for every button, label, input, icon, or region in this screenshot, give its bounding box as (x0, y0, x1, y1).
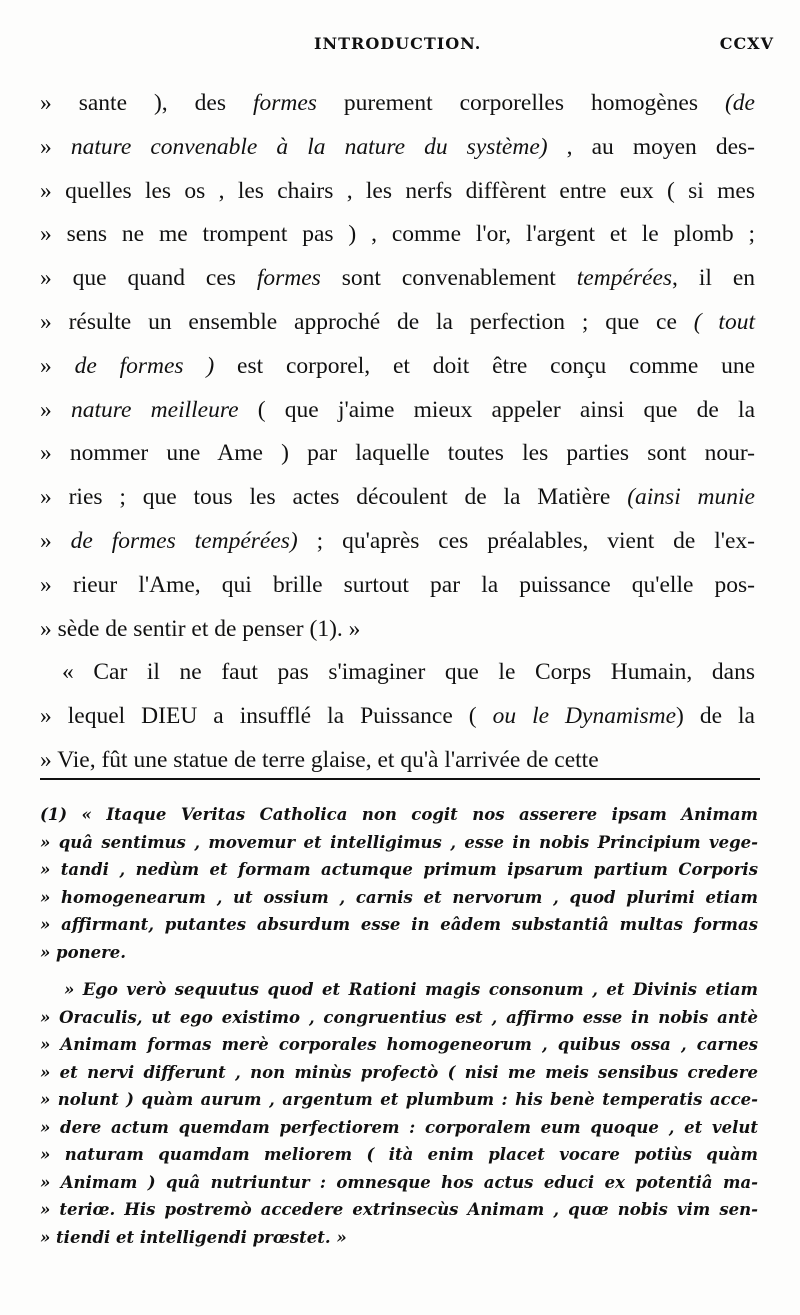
text-line (40, 739, 755, 783)
footnote-line: » teriœ. His postremò accedere extrinsecùs Animam , quœ nobis vim sen- (40, 1200, 758, 1219)
footnote-line: » quâ sentimus , movemur et intelligimus , esse in nobis Principium vege- (40, 832, 758, 852)
text-line (40, 301, 755, 345)
text-segment: » ries ; que tous les actes découlent de la Matière (40, 484, 628, 511)
footnote-line: » dere actum quemdam perfectiorem : corporalem eum quoque , et velut (40, 1117, 758, 1137)
italic-segment: nature meilleure (70, 396, 239, 423)
text-line (40, 213, 755, 257)
italic-segment: formes (256, 265, 321, 292)
text-segment: » (40, 133, 71, 160)
text-segment: ) de la (676, 703, 755, 730)
text-line (40, 345, 755, 389)
text-segment: » sante ), des (40, 90, 253, 116)
text-segment: » que quand ces (40, 265, 257, 292)
text-segment: » rieur l'Ame, qui brille surtout par la puissance qu'elle pos- (40, 571, 755, 598)
italic-segment: de formes ) (74, 352, 215, 379)
italic-segment: ( tout (693, 308, 755, 335)
paragraph-gap (40, 966, 758, 976)
footnote-line: » tiendi et intelligendi prœstet. » (40, 1227, 347, 1247)
text-segment: » quelles les os , les chairs , les nerfs diffèrent entre eux ( si mes (40, 177, 755, 204)
footnote-line: » affirmant, putantes absurdum esse in eâdem substantiâ multas formas (40, 915, 758, 934)
footnote-line: » nolunt ) quàm aurum , argentum et plumbum : his benè temperatis acce- (40, 1090, 758, 1109)
italic-segment: nature convenable à la nature du système) (70, 133, 548, 160)
footnote-separator-rule (40, 778, 760, 780)
italic-segment: (ainsi munie (627, 484, 755, 511)
text-segment: ; qu'après ces préalables, vient de l'ex- (297, 527, 756, 554)
text-segment: » (40, 527, 71, 554)
text-line (40, 564, 755, 608)
text-segment: » (40, 352, 75, 379)
footnote-line: » Ego verò sequutus quod et Rationi magis consonum , et Divinis etiam (64, 980, 758, 999)
text-line (40, 170, 755, 214)
page-number: CCXV (719, 34, 774, 53)
footnote-line: » Oraculis, ut ego existimo , congruentius est , affirmo esse in nobis antè (40, 1007, 758, 1027)
text-segment: » lequel DIEU a insufflé la Puissance ( (40, 703, 493, 730)
text-line (40, 476, 755, 520)
text-segment: « Car il ne faut pas s'imaginer que le Corps Humain, dans (62, 659, 755, 686)
main-text-block (40, 82, 755, 783)
footnote-line: » naturam quamdam meliorem ( ità enim placet vocare potiùs quàm (40, 1145, 758, 1164)
text-segment: » nommer une Ame ) par laquelle toutes les parties sont nour- (40, 440, 755, 467)
footnote-line: » et nervi differunt , non minùs profectò ( nisi me meis sensibus credere (40, 1062, 758, 1082)
italic-segment: (de (724, 90, 755, 116)
text-segment: , au moyen des- (547, 133, 756, 160)
text-segment: purement corporelles homogènes (316, 90, 725, 116)
italic-segment: de formes tempérées) (70, 527, 298, 554)
footnote-line: (1) « Itaque Veritas Catholica non cogit nos asserere ipsam Animam (40, 805, 758, 824)
text-line (40, 695, 755, 739)
text-segment: , il en (672, 265, 755, 292)
text-line (40, 257, 755, 301)
italic-segment: formes (252, 90, 317, 116)
running-title: INTRODUCTION. (314, 34, 482, 53)
footnote-line: » ponere. (40, 942, 127, 962)
footnote-block (40, 801, 758, 1251)
footnote-line: » Animam formas merè corporales homogeneorum , quibus ossa , carnes (40, 1035, 758, 1054)
text-line (40, 651, 755, 695)
footnote-line: » tandi , nedùm et formam actumque primum ipsarum partium Corporis (40, 860, 758, 879)
italic-segment: ou le Dynamisme (492, 703, 677, 730)
text-segment: » (40, 396, 71, 423)
text-segment: » résulte un ensemble approché de la perfection ; que ce (40, 308, 694, 335)
footnote-line: » Animam ) quâ nutriuntur : omnesque hos actus educi ex potentiâ ma- (40, 1172, 758, 1192)
text-segment: » Vie, fût une statue de terre glaise, et qu'à l'arrivée de cette (40, 746, 599, 773)
text-line (40, 432, 755, 476)
text-line (40, 389, 755, 433)
text-line (40, 608, 755, 652)
italic-segment: tempérées (576, 265, 673, 292)
text-line (40, 82, 755, 126)
footnote-line: » homogenearum , ut ossium , carnis et nervorum , quod plurimi etiam (40, 887, 758, 907)
text-segment: ( que j'aime mieux appeler ainsi que de la (238, 396, 756, 423)
text-segment: » sens ne me trompent pas ) , comme l'or, l'argent et le plomb ; (40, 221, 755, 248)
text-line (40, 520, 755, 564)
text-segment: » sède de sentir et de penser (1). » (40, 615, 361, 642)
text-line (40, 126, 755, 170)
text-segment: est corporel, et doit être conçu comme une (214, 352, 755, 379)
text-segment: sont convenablement (320, 265, 577, 292)
